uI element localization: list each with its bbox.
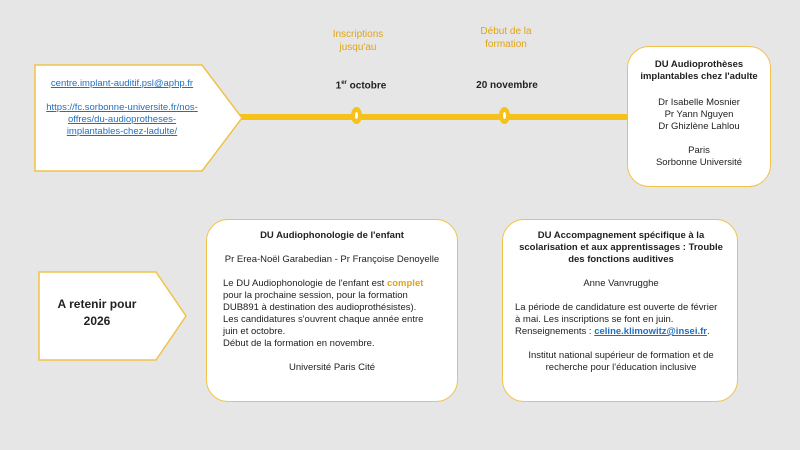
body-line: La période de candidature est ouverte de février [515,302,718,313]
label-line: jusqu'au [339,42,377,53]
contact-email-link[interactable]: centre.implant-auditif.psl@aphp.fr [50,78,194,89]
complet-highlight: complet [386,278,424,289]
people: Pr Erea-Noël Garabedian - Pr Françoise Denoyelle [224,254,440,265]
card-body [219,278,445,350]
url-line: offres/du-audioprotheses- [67,114,177,125]
date-day: 1 [335,80,342,92]
institute-line: recherche pour l'éducation inclusive [545,362,697,373]
card-body [515,302,727,338]
university: Sorbonne Université [655,157,743,168]
reminder-line: A retenir pour [57,297,137,311]
title-line: scolarisation et aux apprentissages : Trouble [519,242,723,253]
title-line: implantables chez l'adulte [640,71,758,82]
body-line [515,326,727,338]
person: Dr Ghizlène Lahlou [658,121,740,132]
contact-block [38,78,206,138]
reminder-text [38,296,156,330]
date-month: octobre [346,80,387,92]
body-text: . [706,326,710,337]
date-sup: er [341,80,347,86]
institute-line: Institut national supérieur de formation et de [528,350,714,361]
timeline-label-inscriptions [318,28,398,54]
body-line [223,278,445,290]
url-line: https://fc.sorbonne-universite.fr/nos- [46,102,198,113]
title-line: des fonctions auditives [568,254,674,265]
label-line: Inscriptions [332,29,384,40]
timeline-line [232,114,644,120]
reminder-line: 2026 [83,314,111,328]
body-line: Les candidatures s'ouvrent chaque année entre [223,314,424,325]
body-line: pour la prochaine session, pour la formation [223,290,408,301]
institute [515,350,727,374]
card-title: DU Audiophonologie de l'enfant [260,230,404,241]
card-du-audiophonologie [206,219,458,402]
label-line: formation [485,39,527,50]
timeline-date-inscriptions [316,80,406,91]
card-du-accompagnement [502,219,738,402]
body-text: Le DU Audiophonologie de l'enfant est [223,278,387,289]
city: Paris [688,145,710,156]
contact-url-link[interactable] [46,102,198,137]
title-line: DU Audioprothèses [654,59,744,70]
card-title [515,230,727,266]
body-line: à mai. Les inscriptions se font en juin. [515,314,674,325]
timeline-marker-debut [499,107,510,124]
timeline-date-debut: 20 novembre [476,80,538,91]
body-text: Renseignements : [515,326,595,337]
card-title [628,59,770,83]
person: Pr Yann Nguyen [664,109,734,120]
body-line: juin et octobre. [223,326,286,337]
person: Anne Vanvrugghe [583,278,659,289]
card-du-audioprotheses [627,46,771,187]
timeline-marker-inscriptions [351,107,362,124]
person: Dr Isabelle Mosnier [658,97,740,108]
title-line: DU Accompagnement spécifique à la [537,230,705,241]
timeline-label-debut [466,25,546,51]
body-line: Début de la formation en novembre. [223,338,375,349]
label-line: Début de la [480,26,532,37]
contact-email-link[interactable]: celine.klimowitz@insei.fr [594,326,707,337]
body-line: DUB891 à destination des audioprothésistes). [223,302,417,313]
url-line: implantables-chez-ladulte/ [66,126,178,137]
university: Université Paris Cité [288,362,376,373]
